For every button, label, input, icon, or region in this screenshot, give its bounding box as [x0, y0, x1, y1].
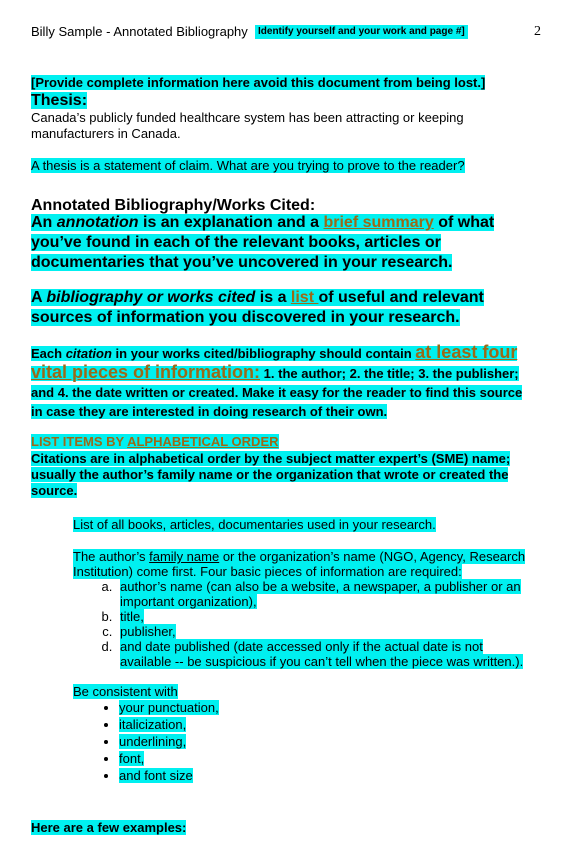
list-item: • italicization, — [119, 716, 536, 733]
list-link[interactable]: list — [290, 289, 319, 306]
alphabetical-order-link[interactable]: ALPHABETICAL ORDER — [127, 434, 279, 449]
bibliography-term: bibliography or works cited — [46, 289, 256, 306]
annotation-paragraph: An annotation is an explanation and a brief summary of what you’ve found in each of the relevant books, articles or documentaries that you’ve uncovered in your research. — [31, 214, 495, 271]
list-item: b. title, — [116, 609, 536, 624]
bibliography-paragraph: A bibliography or works cited is a list of useful and relevant sources of information you discovered in your research. — [31, 289, 484, 326]
brief-summary-link[interactable]: brief summary — [323, 214, 434, 231]
consistency-heading: Be consistent with — [73, 684, 178, 699]
list-item: • your punctuation, — [119, 699, 536, 716]
notice-line — [31, 75, 536, 91]
author-instructions: The author’s family name or the organization’s name (NGO, Agency, Research Institution) come first. Four basic pieces of information are required: a. author’s name (can also be a website, a newspaper, a publisher or an important organization), b. title, c. publisher, d. and date published (date accessed only if the actual date is not available -- be suspicious if you can’t tell when the piece was written.). — [73, 549, 536, 669]
annotated-bibliography-heading: Annotated Bibliography/Works Cited: — [31, 197, 316, 214]
list-item: a. author’s name (can also be a website, a newspaper, a publisher or an important organization), — [116, 579, 536, 609]
header-title: Billy Sample - Annotated Bibliography — [31, 24, 248, 39]
list-item: • font, — [119, 750, 536, 767]
list-item: d. and date published (date accessed only if the actual date is not available -- be suspicious if you can’t tell when the piece was written.). — [116, 639, 536, 669]
citation-paragraph: Each citation in your works cited/bibliography should contain at least four vital pieces of information: 1. the author; 2. the title; 3. the publisher; and 4. the date written or created. Make it easy for the reader to find this source in case they are interested in doing research of their own. — [31, 342, 523, 419]
vital-pieces-link[interactable]: at least four vital pieces of information: — [31, 342, 518, 382]
page-number: 2 — [534, 24, 541, 39]
consistency-list — [73, 699, 536, 784]
thesis-heading: Thesis: — [31, 92, 88, 109]
notice-text: [Provide complete information here avoid this document from being lost.] — [31, 75, 486, 90]
consistency-section — [73, 684, 536, 784]
alphabetical-heading: LIST ITEMS BY ALPHABETICAL ORDER — [31, 434, 279, 449]
header-identify-note: Identify yourself and your work and page #] — [255, 25, 468, 39]
list-item: c. publisher, — [116, 624, 536, 639]
examples-heading: Here are a few examples: — [31, 820, 187, 835]
required-info-list — [73, 579, 536, 669]
alphabetical-paragraph: Citations are in alphabetical order by the subject matter expert’s (SME) name; usually the author’s family name or the organization that wrote or created the source. — [31, 451, 511, 498]
family-name-link[interactable]: family name — [149, 549, 220, 564]
thesis-text: Canada’s publicly funded healthcare system has been attracting or keeping manufacturers in Canada. — [31, 110, 464, 141]
list-item: • and font size — [119, 767, 536, 784]
page-header — [31, 24, 551, 42]
list-all-note: List of all books, articles, documentaries used in your research. — [73, 517, 436, 532]
thesis-explanation: A thesis is a statement of claim. What are you trying to prove to the reader? — [31, 158, 465, 173]
list-item: • underlining, — [119, 733, 536, 750]
citation-term: citation — [65, 346, 112, 361]
annotation-term: annotation — [56, 214, 139, 231]
